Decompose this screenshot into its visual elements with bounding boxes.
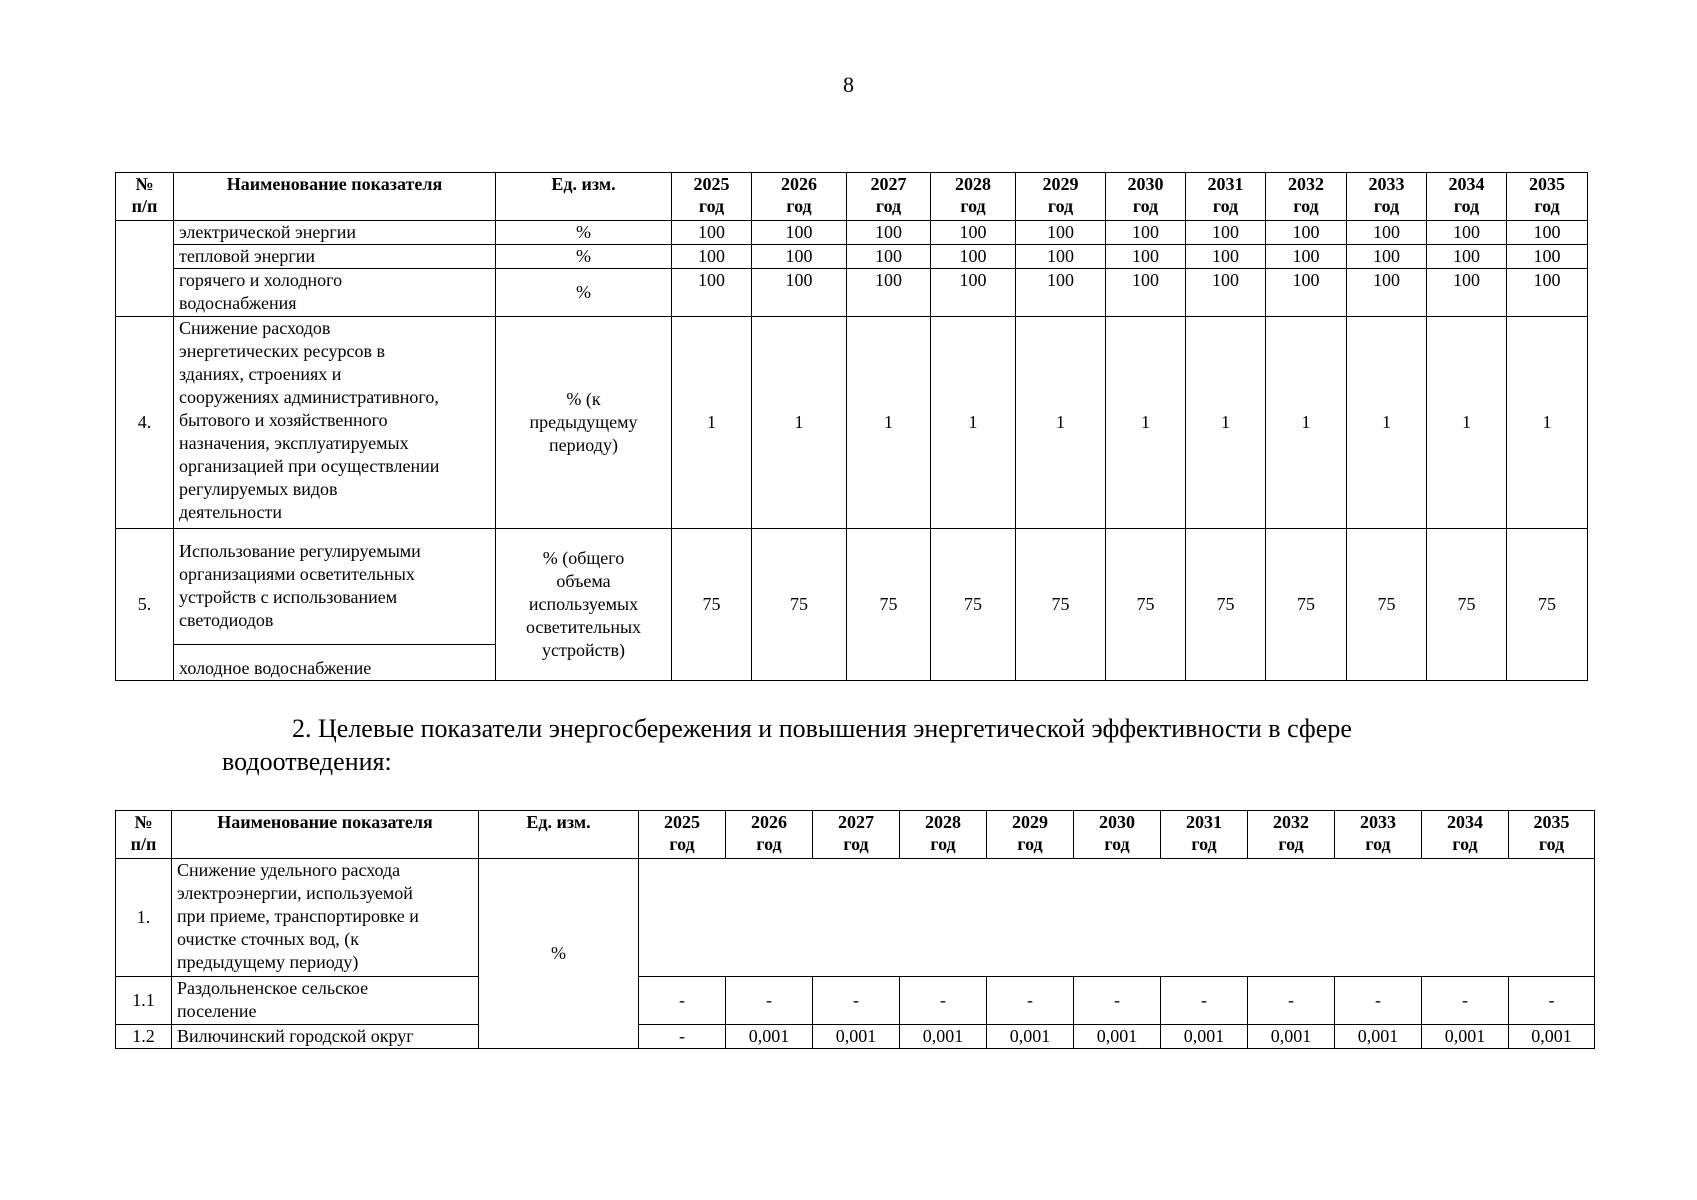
section-heading-line1: 2. Целевые показатели энергосбережения и повышения энергетической эффективности в сфере xyxy=(292,714,1352,743)
header-num: № п/п xyxy=(116,173,174,221)
row-value: 100 xyxy=(1347,269,1427,317)
section-heading xyxy=(115,712,1587,778)
row-value: 100 xyxy=(752,221,847,245)
row-value: 75 xyxy=(931,529,1016,681)
row-value: 100 xyxy=(1016,245,1106,269)
header-unit: Ед. изм. xyxy=(496,173,672,221)
table-row xyxy=(116,269,1588,317)
header-year: 2029 год xyxy=(1016,173,1106,221)
row-value: 100 xyxy=(1106,245,1186,269)
row-value: - xyxy=(1161,977,1248,1025)
row-unit: % (к предыдущему периоду) xyxy=(496,317,672,529)
row-value: 1 xyxy=(1427,317,1507,529)
row-value: 100 xyxy=(1266,269,1347,317)
row-value: 100 xyxy=(1347,221,1427,245)
row-value: 0,001 xyxy=(1509,1025,1595,1049)
row-unit: % (общего объема используемых осветительных устройств) xyxy=(496,529,672,681)
row-name: тепловой энергии xyxy=(174,245,496,269)
row-value: 0,001 xyxy=(1422,1025,1509,1049)
row-value: 0,001 xyxy=(1161,1025,1248,1049)
row-value: 100 xyxy=(1016,269,1106,317)
table-row xyxy=(116,1025,1595,1049)
row-value: 100 xyxy=(1507,245,1588,269)
header-year: 2034 год xyxy=(1427,173,1507,221)
row-value: 1 xyxy=(1186,317,1266,529)
row-value: 0,001 xyxy=(1248,1025,1335,1049)
row-value: 100 xyxy=(931,269,1016,317)
header-year: 2028 год xyxy=(931,173,1016,221)
row-value: - xyxy=(1509,977,1595,1025)
row-value: 1 xyxy=(931,317,1016,529)
row-values-empty xyxy=(639,859,1595,977)
row-subname: холодное водоснабжение xyxy=(174,645,496,681)
row-value: 1 xyxy=(847,317,931,529)
row-value: 75 xyxy=(672,529,752,681)
row-value: 75 xyxy=(1266,529,1347,681)
row-name: Снижение удельного расхода электроэнергии, используемой при приеме, транспортировке и очистке сточных вод, (к предыдущему периоду) xyxy=(172,859,479,977)
row-name: Вилючинский городской округ xyxy=(172,1025,479,1049)
row-value: 100 xyxy=(931,245,1016,269)
header-year: 2035 год xyxy=(1507,173,1588,221)
row-value: 75 xyxy=(1347,529,1427,681)
header-year: 2032 год xyxy=(1248,811,1335,859)
header-num: № п/п xyxy=(116,811,172,859)
row-value: 100 xyxy=(1106,269,1186,317)
row-num xyxy=(116,221,174,317)
header-year: 2025 год xyxy=(672,173,752,221)
row-value: 75 xyxy=(1507,529,1588,681)
row-num: 1.2 xyxy=(116,1025,172,1049)
row-value: 75 xyxy=(847,529,931,681)
table-header-row xyxy=(116,173,1588,221)
row-value: 0,001 xyxy=(726,1025,813,1049)
table-row xyxy=(116,221,1588,245)
row-value: - xyxy=(726,977,813,1025)
table-header-row xyxy=(116,811,1595,859)
header-year: 2035 год xyxy=(1509,811,1595,859)
row-value: 100 xyxy=(1507,269,1588,317)
table-row xyxy=(116,245,1588,269)
row-value: 100 xyxy=(1266,245,1347,269)
row-value: - xyxy=(1335,977,1422,1025)
row-value: 0,001 xyxy=(1335,1025,1422,1049)
header-year: 2030 год xyxy=(1074,811,1161,859)
header-year: 2033 год xyxy=(1335,811,1422,859)
row-value: 100 xyxy=(1266,221,1347,245)
row-value: 100 xyxy=(931,221,1016,245)
row-value: 100 xyxy=(1507,221,1588,245)
indicators-table-1 xyxy=(115,172,1588,681)
row-value: 100 xyxy=(672,269,752,317)
row-value: 75 xyxy=(1106,529,1186,681)
row-value: 100 xyxy=(1016,221,1106,245)
row-value: 100 xyxy=(1427,269,1507,317)
row-value: - xyxy=(639,977,726,1025)
row-value: - xyxy=(987,977,1074,1025)
row-value: 75 xyxy=(1427,529,1507,681)
page-number: 8 xyxy=(843,72,854,97)
row-value: 100 xyxy=(1186,269,1266,317)
row-unit: % xyxy=(496,221,672,245)
row-num: 1.1 xyxy=(116,977,172,1025)
row-value: 1 xyxy=(1266,317,1347,529)
row-value: 100 xyxy=(752,269,847,317)
row-name: Снижение расходов энергетических ресурсов в зданиях, строениях и сооружениях административного, бытового и хозяйственного назначения, эксплуатируемых организацией при осуществлении регулируемых видов деятельности xyxy=(174,317,496,529)
row-value: 100 xyxy=(752,245,847,269)
row-value: - xyxy=(900,977,987,1025)
row-value: 100 xyxy=(1427,221,1507,245)
row-value: - xyxy=(1074,977,1161,1025)
header-year: 2026 год xyxy=(752,173,847,221)
row-value: 100 xyxy=(1186,245,1266,269)
row-value: - xyxy=(1422,977,1509,1025)
table-row xyxy=(116,529,1588,645)
table-row xyxy=(116,317,1588,529)
row-value: 75 xyxy=(1186,529,1266,681)
section-heading-line2: водоотведения: xyxy=(222,747,392,776)
row-value: - xyxy=(639,1025,726,1049)
header-unit: Ед. изм. xyxy=(479,811,639,859)
row-value: 1 xyxy=(672,317,752,529)
row-value: 0,001 xyxy=(813,1025,900,1049)
row-value: 100 xyxy=(1186,221,1266,245)
row-value: 100 xyxy=(1427,245,1507,269)
row-unit: % xyxy=(479,859,639,1049)
row-value: 100 xyxy=(1347,245,1427,269)
row-value: - xyxy=(813,977,900,1025)
row-name: Использование регулируемыми организациями осветительных устройств с использованием светодиодов xyxy=(174,529,496,645)
table-row xyxy=(116,859,1595,977)
row-name: электрической энергии xyxy=(174,221,496,245)
row-value: 0,001 xyxy=(987,1025,1074,1049)
row-num: 1. xyxy=(116,859,172,977)
header-year: 2032 год xyxy=(1266,173,1347,221)
row-value: 100 xyxy=(847,221,931,245)
row-name: горячего и холодного водоснабжения xyxy=(174,269,496,317)
header-year: 2027 год xyxy=(847,173,931,221)
row-value: 1 xyxy=(1507,317,1588,529)
header-year: 2033 год xyxy=(1347,173,1427,221)
header-name: Наименование показателя xyxy=(172,811,479,859)
row-num: 5. xyxy=(116,529,174,681)
row-value: 1 xyxy=(1016,317,1106,529)
header-year: 2030 год xyxy=(1106,173,1186,221)
row-value: 100 xyxy=(672,245,752,269)
row-value: 100 xyxy=(847,269,931,317)
indicators-table-2 xyxy=(115,810,1595,1049)
row-value: 75 xyxy=(752,529,847,681)
header-year: 2034 год xyxy=(1422,811,1509,859)
row-name: Раздольненское сельское поселение xyxy=(172,977,479,1025)
row-num: 4. xyxy=(116,317,174,529)
row-value: 100 xyxy=(1106,221,1186,245)
row-value: 1 xyxy=(752,317,847,529)
row-value: 100 xyxy=(847,245,931,269)
header-year: 2026 год xyxy=(726,811,813,859)
header-year: 2031 год xyxy=(1186,173,1266,221)
header-year: 2029 год xyxy=(987,811,1074,859)
header-year: 2025 год xyxy=(639,811,726,859)
row-value: 1 xyxy=(1347,317,1427,529)
row-value: 100 xyxy=(672,221,752,245)
row-value: 0,001 xyxy=(900,1025,987,1049)
header-year: 2028 год xyxy=(900,811,987,859)
row-value: 1 xyxy=(1106,317,1186,529)
header-name: Наименование показателя xyxy=(174,173,496,221)
header-year: 2031 год xyxy=(1161,811,1248,859)
header-year: 2027 год xyxy=(813,811,900,859)
row-value: 0,001 xyxy=(1074,1025,1161,1049)
table-row xyxy=(116,977,1595,1025)
row-value: - xyxy=(1248,977,1335,1025)
row-unit: % xyxy=(496,245,672,269)
row-value: 75 xyxy=(1016,529,1106,681)
row-unit: % xyxy=(496,269,672,317)
